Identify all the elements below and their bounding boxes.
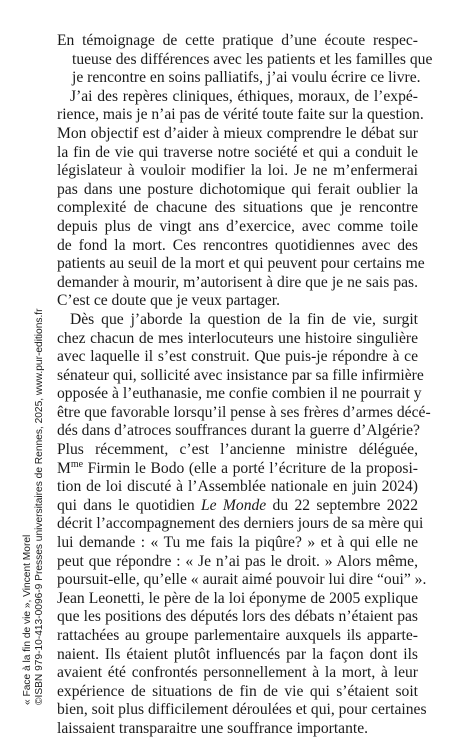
- text-line: sénateur qui, sollicité avec insistance par sa fille infirmière: [57, 366, 424, 384]
- body-text: [57, 32, 433, 739]
- credit-isbn-line: ©ISBN 979-10-413-0096-9 Presses universitaires de Rennes, 2025, www.pur-editions.fr: [34, 308, 46, 705]
- text-line: opposée à l’euthanasie, me confie combien il ne pourrait y: [57, 385, 422, 403]
- text-line: dés dans d’atroces souffrances durant la guerre d’Algérie?: [57, 422, 420, 440]
- text-line: $M^{me}$ Firmin le Bodo (elle a porté l’écriture de la proposi-: [57, 458, 418, 477]
- text-line: avaient été confrontés personnellement à la mort, à leur: [57, 664, 418, 682]
- text-line: Mon objectif est d’aider à mieux comprendre le débat sur: [57, 124, 418, 142]
- text-line: être que favorable lorsqu’il pense à ses frères d’armes décé-: [57, 403, 431, 421]
- text-line: décrit l’accompagnement des derniers jours de sa mère qui: [57, 515, 424, 533]
- text-line: lui demande : « Tu me fais la piqûre? » et à qui elle ne: [57, 534, 418, 552]
- text-line: bien, soit plus difficilement déroulées et qui, pour certaines: [57, 701, 427, 719]
- text-line: naient. Ils étaient plutôt influencés par la façon dont ils: [57, 645, 418, 663]
- paragraph: [57, 32, 433, 88]
- copyright-credit: [22, 308, 47, 705]
- text-line: depuis plus de vingt ans d’exercice, avec comme toile: [57, 217, 418, 235]
- text-line: patients au seuil de la mort et qui peuvent pour certains me: [57, 255, 425, 273]
- text-line: expérience de situations de fin de vie qui s’étaient soit: [57, 682, 418, 700]
- text-line: laissaient transparaitre une souffrance importante.: [57, 719, 369, 737]
- text-line: législateur à vouloir modifier la loi. Je ne m’enfermerai: [57, 162, 418, 180]
- text-line: je rencontre en soins palliatifs, j’ai voulu écrire ce livre.: [72, 69, 421, 87]
- text-line: poursuit-elle, qu’elle « aurait aimé pouvoir lui dire “oui” ».: [57, 571, 427, 589]
- text-line: tion de loi discuté à l’Assemblée nationale en juin 2024): [57, 478, 418, 496]
- text-line: peut que répondre : « Je n’ai pas le droit. » Alors même,: [57, 552, 418, 570]
- text-line: que les positions des députés lors des débats n’étaient pas: [57, 608, 418, 626]
- text-line: tueuse des différences avec les patients et les familles que: [72, 50, 433, 68]
- text-line: rattachées au groupe parlementaire auxquels ils apparte-: [57, 627, 418, 644]
- text-line: Jean Leonetti, le père de la loi éponyme de 2005 explique: [57, 589, 418, 607]
- text-line: qui dans le quotidien Le Monde du 22 septembre 2022: [57, 496, 418, 514]
- text-line: avec laquelle il s’est construit. Que puis-je répondre à ce: [57, 348, 418, 366]
- text-line: demander à mourir, m’autorisent à dire que je ne sais pas.: [57, 273, 418, 291]
- paragraph: [57, 310, 431, 739]
- text-line: pas dans une posture dichotomique qui ferait oublier la: [57, 180, 418, 198]
- credit-title-line: « Face à la fin de vie », Vincent Morel: [22, 534, 33, 705]
- text-line: C’est ce doute que je veux partager.: [57, 292, 280, 310]
- text-line: Dès que j’aborde la question de la fin de vie, surgit: [70, 310, 418, 328]
- text-line: chez chacun de mes interlocuteurs une histoire singulière: [57, 329, 418, 347]
- text-line: la fin de vie qui traverse notre société et qui a conduit le: [57, 143, 418, 161]
- text-line: En témoignage de cette pratique d’une écoute respec-: [57, 32, 418, 49]
- text-line: J’ai des repères cliniques, éthiques, moraux, de l’expé-: [70, 87, 418, 105]
- text-line: Plus récemment, c’est l’ancienne ministre déléguée,: [57, 441, 418, 459]
- paragraph: [57, 87, 425, 311]
- text-line: complexité de chacune des situations que je rencontre: [57, 199, 418, 217]
- text-line: rience, mais je n’ai pas de vérité toute faite sur la question.: [57, 106, 424, 124]
- text-line: de fond la mort. Ces rencontres quotidiennes avec des: [57, 236, 418, 254]
